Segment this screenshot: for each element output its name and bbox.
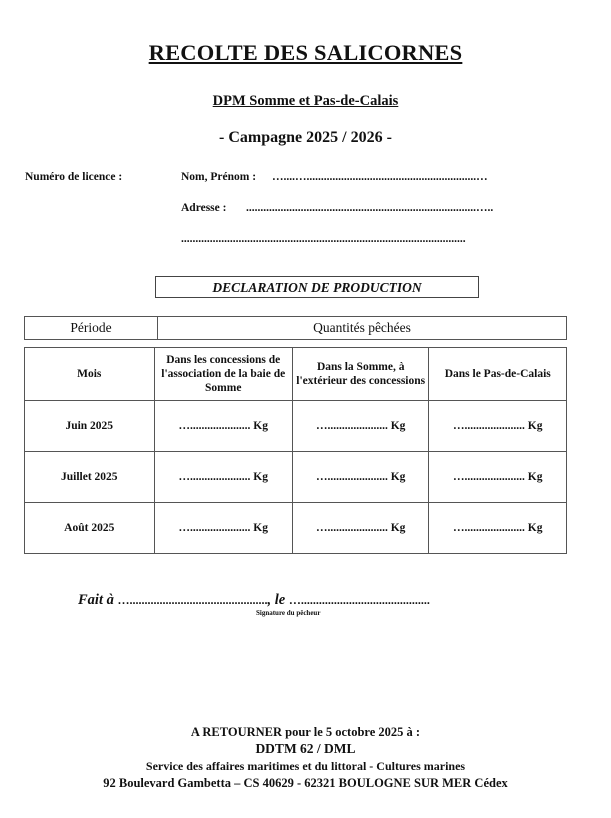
date-field[interactable]: …........................................... [288,593,430,607]
quantity-field[interactable]: …..................... Kg [154,401,292,452]
declaration-title: DECLARATION DE PRODUCTION [155,276,479,298]
address-field-2[interactable]: ................................................................................................... [181,233,466,245]
quantity-field[interactable]: …..................... Kg [292,452,429,503]
concessions-header: Dans les concessions de l'association de la baie de Somme [154,348,292,401]
organization: DDTM 62 / DML [255,741,356,756]
pas-de-calais-header: Dans le Pas-de-Calais [429,348,567,401]
quantity-field[interactable]: …..................... Kg [292,503,429,554]
page-title: RECOLTE DES SALICORNES [148,40,463,65]
quantity-field[interactable]: …..................... Kg [429,401,567,452]
address-field[interactable]: ................................................................................….. [246,202,494,214]
table-row [25,503,567,554]
table-row [25,401,567,452]
page-subtitle: DPM Somme et Pas-de-Calais [212,93,399,109]
fait-label: Fait à [78,592,114,608]
license-label: Numéro de licence : [25,171,123,183]
quantity-field[interactable]: …..................... Kg [429,503,567,554]
month-cell: Juin 2025 [25,401,155,452]
service-name: Service des affaires maritimes et du littoral - Cultures marines [145,759,466,773]
table-header-row [25,348,567,401]
signature-line [78,592,430,609]
somme-exterior-header: Dans la Somme, à l'extérieur des concessions [292,348,429,401]
campaign-label: - Campagne 2025 / 2026 - [219,129,392,146]
le-label: , le [267,592,286,608]
production-table [24,347,567,554]
month-cell: Août 2025 [25,503,155,554]
postal-address: 92 Boulevard Gambetta – CS 40629 - 62321 BOULOGNE SUR MER Cédex [103,776,508,790]
quantity-field[interactable]: …..................... Kg [292,401,429,452]
period-quantity-header [24,316,567,340]
quantity-field[interactable]: …..................... Kg [154,503,292,554]
quantity-field[interactable]: …..................... Kg [429,452,567,503]
return-instruction: A RETOURNER pour le 5 octobre 2025 à : [190,725,421,739]
signature-label: Signature du pêcheur [256,609,321,617]
table-row [25,452,567,503]
name-label: Nom, Prénom : [181,171,257,183]
period-header: Période [25,317,158,340]
name-field[interactable]: …....…...........................................................… [272,171,488,183]
month-header: Mois [25,348,155,401]
address-label: Adresse : [181,202,227,214]
month-cell: Juillet 2025 [25,452,155,503]
quantity-field[interactable]: …..................... Kg [154,452,292,503]
place-field[interactable]: ….............................................. [117,593,268,607]
quantities-header: Quantités pêchées [158,317,567,340]
